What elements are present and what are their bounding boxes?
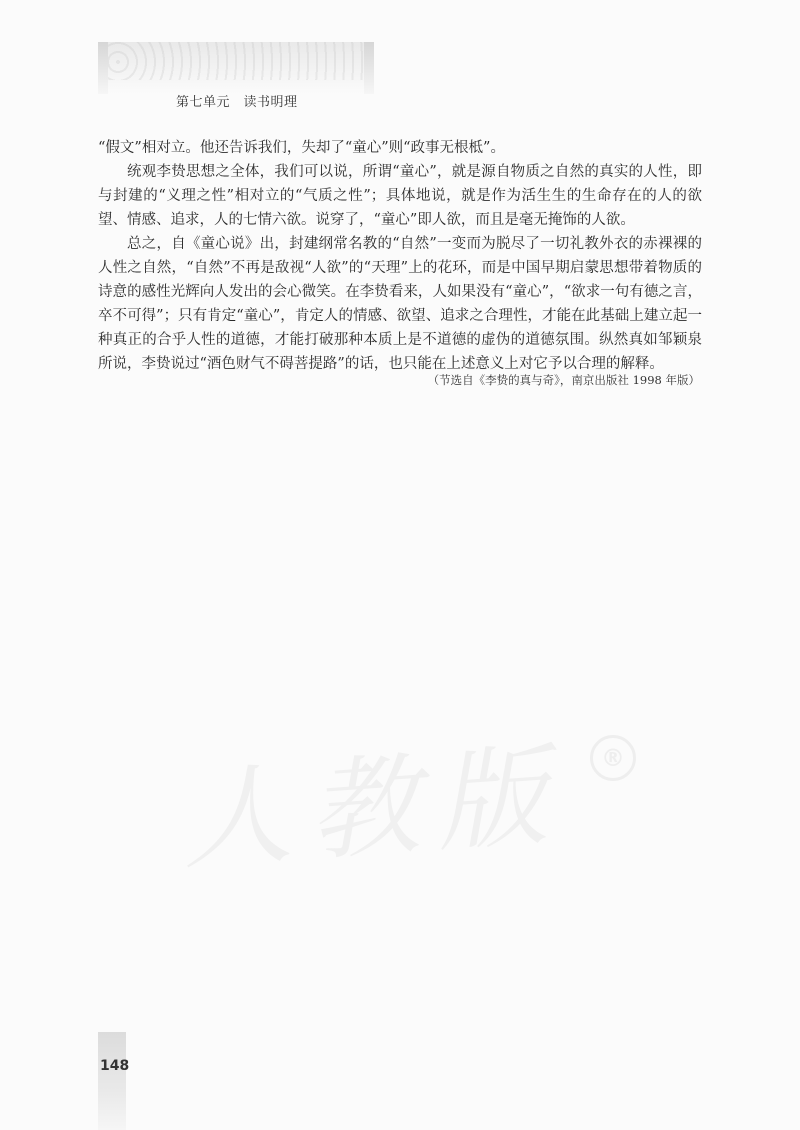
publisher-watermark xyxy=(175,707,569,891)
paragraph-3: 总之，自《童心说》出，封建纲常名教的“自然”一变而为脱尽了一切礼教外衣的赤裸裸的人性之自然，“自然”不再是敌视“人欲”的“天理”上的花环，而是中国早期启蒙思想带着物质的诗意的感性光辉向人发出的会心微笑。在李贽看来，人如果没有“童心”，“欲求一句有德之言，卒不可得”；只有肯定“童心”，肯定人的情感、欲望、追求之合理性，才能在此基础上建立起一种真正的合乎人性的道德，才能打破那种本质上是不道德的虚伪的道德氛围。纵然真如邹颖泉所说，李贽说过“酒色财气不碍菩提路”的话，也只能在上述意义上对它予以合理的解释。 xyxy=(98,236,702,372)
header-decoration xyxy=(98,42,374,94)
paragraph-2: 统观李贽思想之全体，我们可以说，所谓“童心”，就是源自物质之自然的真实的人性，即与封建的“义理之性”相对立的“气质之性”；具体地说，就是作为活生生的生命存在的人的欲望、情感、追求，人的七情六欲。说穿了，“童心”即人欲，而且是毫无掩饰的人欲。 xyxy=(98,164,702,228)
article-body xyxy=(98,136,702,376)
header-decoration-left-edge xyxy=(98,42,108,94)
page-number-strip xyxy=(98,1032,126,1130)
source-citation: （节选自《李贽的真与奇》，南京出版社 1998 年版） xyxy=(427,373,700,387)
header-decoration-right-edge xyxy=(364,42,374,94)
page-number: 148 xyxy=(100,1058,130,1074)
registered-mark-icon: ® xyxy=(590,735,636,781)
unit-title: 第七单元 读书明理 xyxy=(176,95,298,110)
paragraph-1: “假文”相对立。他还告诉我们，失却了“童心”则“政事无根柢”。 xyxy=(98,140,505,156)
